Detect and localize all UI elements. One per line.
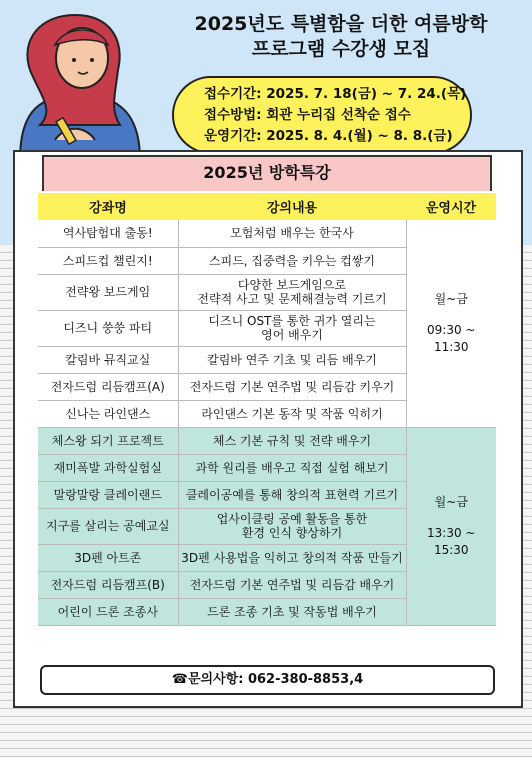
operation-time-range: 09:30 ~	[427, 322, 476, 337]
header-course-name: 강좌명	[38, 193, 178, 220]
course-name: 신나는 라인댄스	[38, 400, 178, 427]
course-name: 지구를 살리는 공예교실	[38, 508, 178, 544]
operation-time-days: 월~금	[434, 291, 468, 306]
course-content	[178, 274, 406, 310]
course-name: 디즈니 쑹쑹 파티	[38, 310, 178, 346]
course-content-line-1: 전자드럼 기본 연주법 및 리듬감 배우기	[189, 577, 395, 592]
course-content	[178, 310, 406, 346]
course-content	[178, 481, 406, 508]
course-content-line-1: 클레이공예를 통해 창의적 표현력 기르기	[185, 487, 399, 502]
course-content	[178, 400, 406, 427]
course-content-line-1: 드론 조종 기초 및 작동법 배우기	[207, 604, 377, 619]
course-content-line-2: 환경 인식 향상하기	[241, 526, 343, 540]
contact-info: ☎문의사항: 062-380-8853,4	[40, 665, 495, 695]
operation-time-end: 11:30	[433, 339, 469, 354]
operation-time	[406, 427, 496, 625]
course-content	[178, 220, 406, 247]
course-schedule-table	[38, 193, 496, 626]
course-name: 3D펜 아트존	[38, 544, 178, 571]
table-header-row	[38, 193, 496, 220]
course-name: 어린이 드론 조종사	[38, 598, 178, 625]
course-content-line-1: 스피드, 집중력을 키우는 컵쌓기	[209, 253, 375, 268]
course-name: 전자드럼 리듬캠프(A)	[38, 373, 178, 400]
course-content-line-1: 칼림바 연주 기초 및 리듬 배우기	[207, 352, 377, 367]
course-name: 말랑말랑 클레이랜드	[38, 481, 178, 508]
course-content	[178, 571, 406, 598]
course-content	[178, 454, 406, 481]
course-content-line-1: 과학 원리를 배우고 직접 실험 해보기	[195, 460, 389, 475]
operation-period: 운영기간: 2025. 8. 4.(월) ~ 8. 8.(금)	[204, 128, 453, 144]
course-name: 스피드컵 챌린지!	[38, 247, 178, 274]
course-content	[178, 427, 406, 454]
course-content	[178, 346, 406, 373]
course-content-line-1: 모험처럼 배우는 한국사	[230, 226, 354, 241]
application-method: 접수방법: 회관 누리집 선착순 접수	[204, 107, 411, 123]
course-content	[178, 247, 406, 274]
course-content-line-1: 디즈니 OST를 통한 귀가 열리는	[208, 314, 376, 328]
course-content-line-1: 전자드럼 기본 연주법 및 리듬감 키우기	[189, 379, 395, 394]
title-line-2: 프로그램 수강생 모집	[251, 38, 431, 60]
course-content	[178, 373, 406, 400]
course-content-line-1: 라인댄스 기본 동작 및 작품 익히기	[201, 406, 383, 421]
course-content-line-1: 3D펜 사용법을 익히고 창의적 작품 만들기	[181, 550, 403, 565]
course-content-line-1: 업사이클링 공예 활동을 통한	[216, 512, 368, 526]
operation-time	[406, 220, 496, 427]
course-name: 재미폭발 과학실험실	[38, 454, 178, 481]
course-content	[178, 508, 406, 544]
info-bubble	[172, 76, 472, 154]
course-content-line-1: 체스 기본 규칙 및 전략 배우기	[212, 433, 372, 448]
header-operation-time: 운영시간	[406, 193, 496, 220]
title-line-1: 2025년도 특별함을 더한 여름방학	[194, 13, 488, 35]
girl-writing-illustration	[0, 0, 175, 160]
course-name: 전자드럼 리듬캠프(B)	[38, 571, 178, 598]
operation-time-days: 월~금	[434, 494, 468, 509]
course-content-line-2: 영어 배우기	[261, 328, 323, 342]
course-content-line-2: 전략적 사고 및 문제해결능력 기르기	[197, 292, 387, 306]
course-name: 칼림바 뮤직교실	[38, 346, 178, 373]
operation-time-range: 13:30 ~	[427, 525, 476, 540]
table-row	[38, 427, 496, 454]
poster-title	[150, 12, 532, 62]
course-name: 체스왕 되기 프로젝트	[38, 427, 178, 454]
header-course-content: 강의내용	[178, 193, 406, 220]
course-content	[178, 598, 406, 625]
course-name: 역사탐험대 출동!	[38, 220, 178, 247]
board-title: 2025년 방학특강	[203, 163, 331, 182]
course-content	[178, 544, 406, 571]
table-row	[38, 220, 496, 247]
course-name: 전략왕 보드게임	[38, 274, 178, 310]
operation-time-end: 15:30	[433, 542, 469, 557]
course-content-line-1: 다양한 보드게임으로	[237, 278, 347, 292]
application-period: 접수기간: 2025. 7. 18(금) ~ 7. 24.(목)	[204, 86, 467, 102]
